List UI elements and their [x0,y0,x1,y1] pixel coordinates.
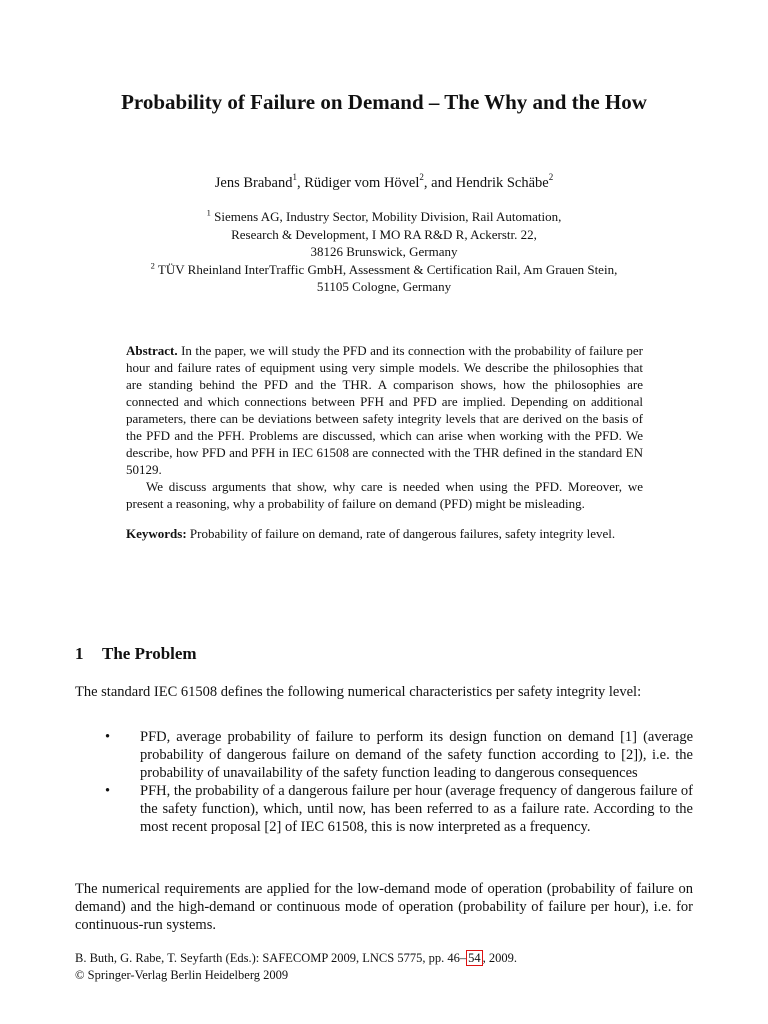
author-name: Hendrik Schäbe [455,175,549,191]
keywords-label: Keywords: [126,526,187,541]
section-heading [75,643,197,665]
body-paragraph: The standard IEC 61508 defines the following numerical characteristics per safety integrity level: [75,684,642,700]
keywords: Keywords: Probability of failure on demand, rate of dangerous failures, safety integrity level. [126,526,616,541]
abstract-block [126,342,643,542]
section-number: 1 [75,644,84,663]
author-separator: , [296,175,305,191]
citation-footer [75,950,693,984]
bullet-icon: • [105,783,111,799]
body-paragraph: The numerical requirements are applied for the low-demand mode of operation (probability of failure on demand) and the high-demand or continuous mode of operation (probability of failure per hour), i.e. for continuous-run systems. [75,881,693,933]
abstract-paragraph: We discuss arguments that show, why care is needed when using the PFD. Moreover, we present a reasoning, why a probability of failure on demand (PFD) might be misleading. [126,479,643,511]
affiliation-line: 51105 Cologne, Germany [316,279,452,294]
abstract-label: Abstract. [126,343,178,358]
page-link[interactable]: 54 [468,951,481,965]
affiliations [0,208,768,296]
paper-title: Probability of Failure on Demand – The Why and the How [121,90,647,114]
author-name: Rüdiger vom Hövel [304,175,420,191]
citation-line: B. Buth, G. Rabe, T. Seyfarth (Eds.): SAFECOMP 2009, LNCS 5775, pp. 46– 54 , 2009. [75,951,517,965]
list-item: • PFH, the probability of a dangerous failure per hour (average frequency of dangerous failure of the safety function), which, until now, has been referred to as a failure rate. According to the most recent proposal [2] of IEC 61508, this is now interpreted as a frequency. [105,783,693,835]
affil-marker: 2 [150,260,155,271]
author-affil-marker: 2 [419,172,424,183]
copyright-line: © Springer-Verlag Berlin Heidelberg 2009 [75,968,289,982]
author-name: Jens Braband [214,175,293,191]
affiliation-line: $^2$ TÜV Rheinland InterTraffic GmbH, Assessment & Certification Rail, Am Grauen Stein, [150,260,618,277]
list-item: • PFD, average probability of failure to perform its design function on demand [1] (average probability of dangerous failure on demand of the safety function according to [2]), i.e. the probability of unavailability of the safety function leading to dangerous consequences [105,729,693,781]
author-affil-marker: 2 [548,172,554,183]
author-affil-marker: 1 [292,172,297,183]
affiliation-line: Research & Development, I MO RA R&D R, Ackerstr. 22, [231,226,537,242]
bullet-list [75,728,693,836]
bullet-icon: • [105,729,111,745]
affil-marker: 1 [206,207,211,218]
affiliation-line: 38126 Brunswick, Germany [310,244,458,259]
affiliation-line: $^1$ Siemens AG, Industry Sector, Mobility Division, Rail Automation, [206,207,562,224]
author-list [0,173,768,193]
author-separator: , and [423,175,456,191]
abstract-paragraph: Abstract. In the paper, we will study the PFD and its connection with the probability of failure per hour and failure rates of equipment using very simple models. We describe the philosophies that are standing behind the PFD and the THR. A comparison shows, how the philosophies are connected and which connections between PFH and PFD are implied. Depending on additional parameters, there can be deviations between safety integrity levels that are derived on the basis of the PFD and the PFH. Problems are discussed, which can arise when working with the PFD. We describe, how PFD and PFH in IEC 61508 are connected with the THR defined in the standard EN 50129. [126,343,643,477]
section-title: The Problem [102,644,197,663]
